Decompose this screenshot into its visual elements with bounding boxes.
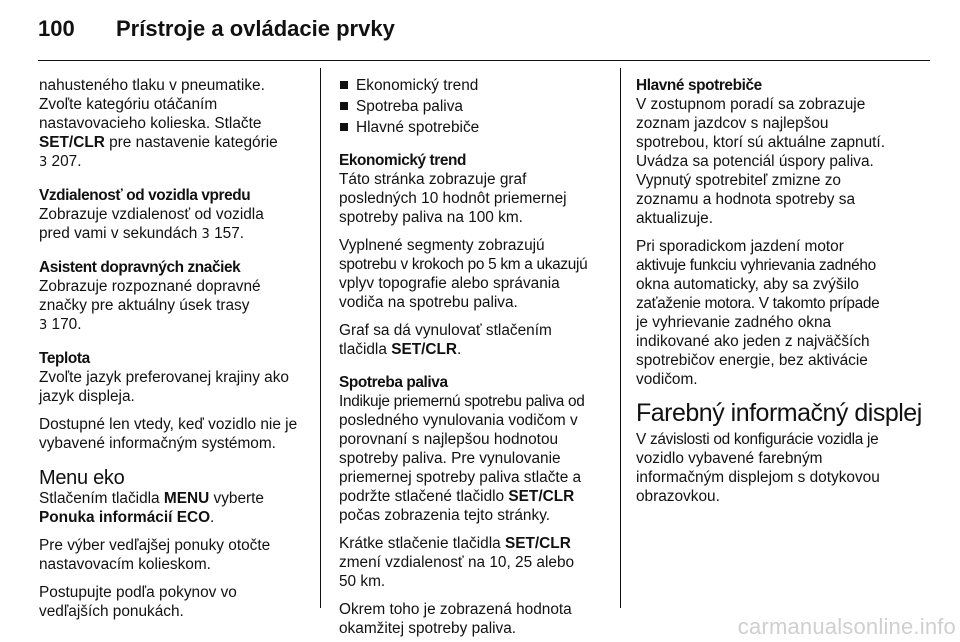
- key-set-clr: SET/CLR: [508, 488, 575, 505]
- column-right: [636, 76, 922, 506]
- section-title: Spotreba paliva: [339, 374, 448, 391]
- key-set-clr: SET/CLR: [39, 134, 105, 151]
- section-language: Teplota Zvoľte jazyk preferovanej krajiny ako jazyk displeja. Dostupné len vtedy, keď vozidlo nie je vybavené informačným systémom.: [39, 349, 307, 453]
- list-item: Ekonomický trend: [339, 76, 605, 95]
- key-set-clr: SET/CLR: [504, 535, 571, 552]
- intro-paragraph: nahusteného tlaku v pneumatike. Zvoľte kategóriu otáčaním nastavovacieho kolieska. Stlačte SET/CLR pre nastavenie kategórie 3 207.: [39, 77, 278, 170]
- page-ref: 207.: [47, 153, 82, 170]
- section-title: Asistent dopravných značiek: [39, 259, 241, 276]
- page-ref-arrow-icon: 3: [201, 227, 210, 242]
- section-fuel-consumption: Spotreba paliva Indikuje priemernú spotrebu paliva od posledného vynulovania vodičom v porovnaní s najlepšou hodnotou spotreby paliva. Pre vynulovanie priemernej spotreby paliva stlačte a podržte stlačené tlačidlo SET/CLR počas zobrazenia tejto stránky. Krátke stlačenie tlačidla SET/CLR zmení vzdialenosť na 10, 25 alebo 50 km. Okrem toho je zobrazená hodnota okamžitej spotreby paliva.: [339, 373, 605, 638]
- section-heading: Menu eko: [39, 467, 125, 489]
- bullet-square-icon: [340, 81, 348, 89]
- key-set-clr: SET/CLR: [391, 341, 458, 358]
- section-title: Ekonomický trend: [339, 152, 467, 169]
- list-item: Hlavné spotrebiče: [339, 118, 605, 137]
- section-heading: Farebný informačný displej: [636, 399, 922, 427]
- column-left: [39, 76, 307, 621]
- page-ref-arrow-icon: 3: [39, 155, 48, 170]
- column-divider: [320, 68, 321, 608]
- section-eco-trend: Ekonomický trend Táto stránka zobrazuje graf posledných 10 hodnôt priemernej spotreby paliva na 100 km. Vyplnené segmenty zobrazujú spotrebu v krokoch po 5 km a ukazujú vplyv topografie alebo správania vodiča na spotrebu paliva. Graf sa dá vynulovať stlačením tlačidla SET/CLR.: [339, 151, 605, 359]
- bullet-list: [339, 76, 605, 137]
- page-number: 100: [38, 16, 75, 41]
- section-title: Hlavné spotrebiče: [636, 77, 762, 94]
- section-traffic-signs: Asistent dopravných značiek Zobrazuje rozpoznané dopravné značky pre aktuálny úsek trasy 3 170.: [39, 258, 307, 335]
- bullet-square-icon: [340, 123, 348, 131]
- section-main-consumers: Hlavné spotrebiče V zostupnom poradí sa zobrazuje zoznam jazdcov s najlepšou spotrebou, ktorí sú aktuálne zapnutí. Uvádza sa potenciál úspory paliva. Vypnutý spotrebiteľ zmizne zo zoznamu a hodnota spotreby sa aktualizuje. Pri sporadickom jazdení motor aktivuje funkciu vyhrievania zadného okna automaticky, aby sa zvýšilo zaťaženie motora. V takomto prípade je vyhrievanie zadného okna indikované ako jeden z najväčších spotrebičov energie, bez aktivácie vodičom.: [636, 76, 904, 389]
- page-ref: 157.: [209, 225, 245, 242]
- header-rule: [38, 60, 930, 61]
- watermark: carmanualsonline.info: [737, 614, 956, 639]
- page-ref-arrow-icon: 3: [39, 318, 48, 333]
- section-eco-menu: Menu eko Stlačením tlačidla MENU vyberte Ponuka informácií ECO. Pre výber vedľajšej ponuky otočte nastavovacím kolieskom. Postupujte podľa pokynov vo vedľajších ponukách.: [39, 467, 307, 621]
- section-color-display: Farebný informačný displej V závislosti od konfigurácie vozidla je vozidlo vybavené farebným informačným displejom s dotykovou obrazovkou.: [636, 399, 922, 505]
- page-header: [38, 16, 930, 50]
- list-item: Spotreba paliva: [339, 97, 605, 116]
- section-title: Teplota: [39, 350, 90, 367]
- bullet-square-icon: [340, 102, 348, 110]
- column-middle: [339, 76, 605, 638]
- section-title: Vzdialenosť od vozidla vpredu: [39, 187, 251, 204]
- page-title: Prístroje a ovládacie prvky: [116, 16, 395, 41]
- menu-eco-info: Ponuka informácií ECO: [39, 509, 211, 526]
- column-divider: [620, 68, 621, 608]
- section-distance: Vzdialenosť od vozidla vpredu Zobrazuje vzdialenosť od vozidla pred vami v sekundách 3 157.: [39, 186, 307, 244]
- key-menu: MENU: [163, 490, 210, 507]
- page-ref: 170.: [47, 316, 82, 333]
